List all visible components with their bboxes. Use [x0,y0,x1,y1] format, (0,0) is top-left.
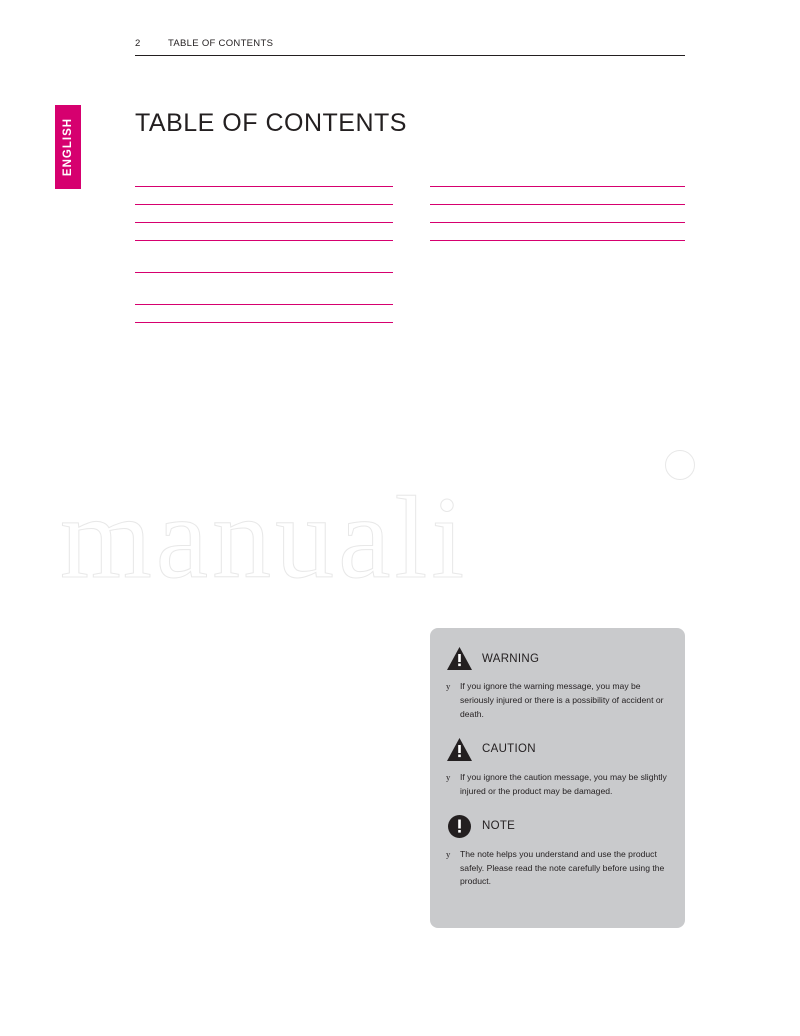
notice-body [446,848,669,890]
warning-triangle-icon [446,646,473,671]
header-running-title: TABLE OF CONTENTS [168,38,274,49]
language-side-tab-label: ENGLISH [62,117,74,177]
watermark-dot [665,450,695,480]
toc-major-entry[interactable] [430,216,685,223]
toc-entry-page [135,298,178,299]
notice-header [446,646,669,671]
notice-text: If you ignore the warning message, you may be seriously injured or there is a possibility of accident or death. [460,681,664,719]
toc-entry-page [135,266,178,267]
header-page-number: 2 [135,38,141,49]
toc-entry-page [135,216,178,217]
toc-entry-page [135,198,178,199]
page-title: TABLE OF CONTENTS [135,108,407,137]
notice-title: NOTE [482,820,516,833]
notice-body [446,680,669,722]
notice-header [446,737,669,762]
notice-bullet: y [446,681,451,691]
toc-major-entry[interactable] [135,180,393,187]
notice-title: CAUTION [482,743,536,756]
toc-entry-page [430,216,473,217]
toc-major-entry[interactable] [135,316,393,323]
toc-entry-page [135,234,178,235]
notice-body [446,771,669,799]
toc-major-entry[interactable] [135,298,393,305]
notice-title: WARNING [482,652,540,665]
header-row [135,38,685,56]
toc-major-entry[interactable] [135,198,393,205]
toc-entry-page [135,180,178,181]
notice-bullet: y [446,771,451,782]
caution-triangle-icon [446,737,473,762]
notice-text: If you ignore the caution message, you may be slightly injured or the product may be damaged. [460,771,667,796]
toc-major-entry[interactable] [430,180,685,187]
toc-entry-page [430,234,473,235]
toc-entry-page [135,316,178,317]
notice-text: The note helps you understand and use the product safely. Please read the note carefully before using the product. [460,848,665,887]
toc-entry-page [430,180,473,181]
toc-entry-page [430,198,473,199]
page-header [135,38,685,56]
notice-box [430,628,685,928]
toc-major-entry[interactable] [135,216,393,223]
toc-right-column [430,180,685,266]
toc-major-entry[interactable] [430,234,685,241]
toc-major-entry[interactable] [430,198,685,205]
notice-header [446,814,669,839]
language-side-tab [55,105,81,189]
watermark-text: manuali [60,472,469,603]
toc-left-column [135,180,393,348]
note-circle-icon [446,814,473,839]
toc-major-entry[interactable] [135,234,393,241]
toc-major-entry[interactable] [135,266,393,273]
notice-bullet: y [446,848,451,859]
